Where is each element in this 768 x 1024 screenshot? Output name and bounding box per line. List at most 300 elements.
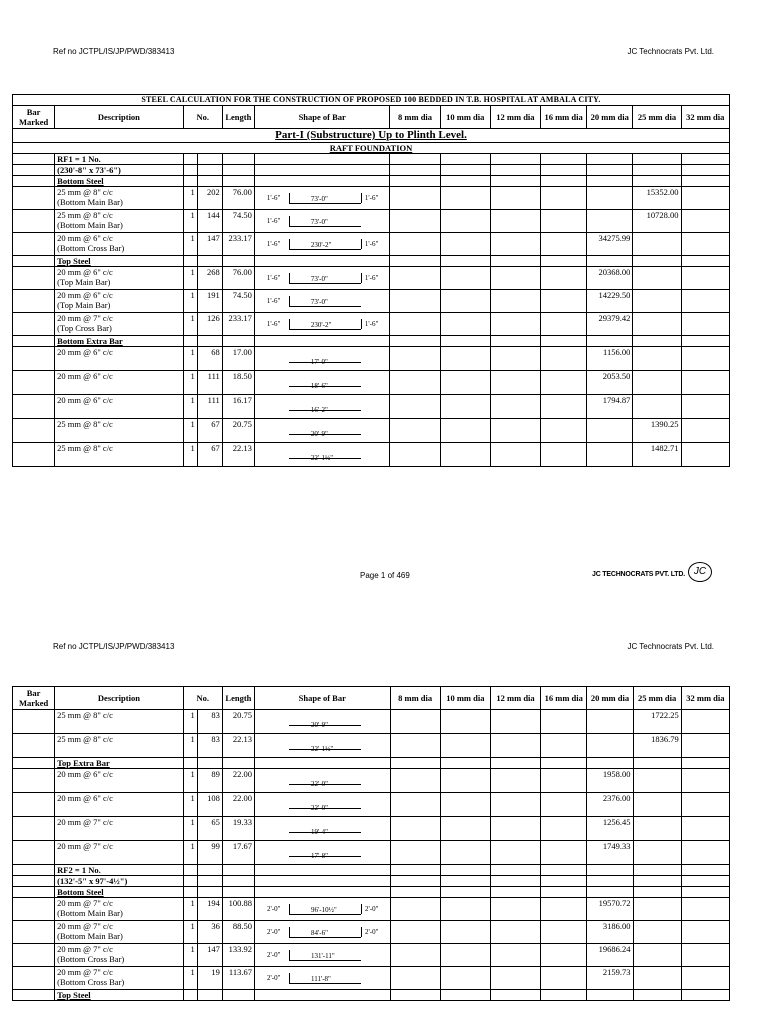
empty-cell bbox=[197, 165, 222, 176]
description-line-1: 20 mm @ 6" c/c bbox=[57, 233, 113, 243]
weight-20mm: 2376.00 bbox=[587, 793, 633, 817]
bar-marked-cell bbox=[13, 336, 55, 347]
description-cell bbox=[55, 967, 184, 990]
bar-marked-cell bbox=[13, 443, 55, 467]
bar-length: 233.17 bbox=[222, 313, 254, 336]
section-bottom-steel-2: Bottom Steel bbox=[55, 887, 184, 898]
weight-10mm bbox=[440, 793, 490, 817]
col-12mm-2: 12 mm dia bbox=[490, 687, 540, 710]
description-line-2: (Top Main Bar) bbox=[57, 277, 111, 287]
description-cell bbox=[55, 817, 184, 841]
bar-marked-cell bbox=[13, 990, 55, 1001]
empty-cell bbox=[681, 154, 729, 165]
empty-cell bbox=[541, 865, 587, 876]
bar-count: 147 bbox=[197, 944, 222, 967]
empty-cell bbox=[183, 865, 197, 876]
col-no-2: No. bbox=[183, 687, 222, 710]
weight-8mm bbox=[390, 793, 440, 817]
shape-length-label: 111'-8" bbox=[310, 975, 331, 983]
bar-marked-cell bbox=[13, 371, 55, 395]
weight-8mm bbox=[390, 267, 440, 290]
weight-16mm bbox=[541, 347, 587, 371]
section-top-extra: Top Extra Bar bbox=[55, 758, 184, 769]
empty-cell bbox=[183, 990, 197, 1001]
empty-cell bbox=[390, 176, 440, 187]
empty-cell bbox=[681, 176, 729, 187]
description-line-1: 20 mm @ 6" c/c bbox=[57, 395, 113, 405]
bar-count: 144 bbox=[197, 210, 222, 233]
weight-12mm bbox=[490, 419, 540, 443]
empty-cell bbox=[681, 165, 729, 176]
description-cell bbox=[55, 233, 184, 256]
weight-25mm bbox=[633, 817, 681, 841]
table-row bbox=[13, 944, 730, 967]
weight-16mm bbox=[541, 313, 587, 336]
shape-right-hook bbox=[361, 239, 362, 249]
empty-cell bbox=[490, 758, 540, 769]
weight-32mm bbox=[681, 898, 729, 921]
empty-cell bbox=[681, 876, 729, 887]
group-title: RF1 = 1 No. bbox=[55, 154, 184, 165]
weight-16mm bbox=[541, 944, 587, 967]
page-header bbox=[0, 47, 768, 61]
sheet-title: STEEL CALCULATION FOR THE CONSTRUCTION OF PROPOSED 100 BEDDED IN T.B. HOSPITAL AT AMBALA CITY. bbox=[13, 95, 730, 106]
weight-16mm bbox=[541, 898, 587, 921]
empty-cell bbox=[440, 336, 490, 347]
weight-25mm: 15352.00 bbox=[633, 187, 681, 210]
bar-shape-cell bbox=[254, 793, 390, 817]
bar-count: 111 bbox=[197, 395, 222, 419]
description-line-1: 25 mm @ 8" c/c bbox=[57, 210, 113, 220]
weight-8mm bbox=[390, 443, 440, 467]
weight-12mm bbox=[490, 267, 540, 290]
description-line-1: 20 mm @ 6" c/c bbox=[57, 769, 113, 779]
weight-8mm bbox=[390, 944, 440, 967]
bar-count: 89 bbox=[197, 769, 222, 793]
bar-shape-cell bbox=[254, 443, 390, 467]
empty-cell bbox=[587, 176, 633, 187]
empty-cell bbox=[440, 154, 490, 165]
empty-cell bbox=[254, 336, 390, 347]
weight-8mm bbox=[390, 233, 440, 256]
bar-count: 126 bbox=[197, 313, 222, 336]
member-count: 1 bbox=[183, 347, 197, 371]
empty-cell bbox=[183, 758, 197, 769]
member-count: 1 bbox=[183, 967, 197, 990]
table-row bbox=[13, 710, 730, 734]
weight-25mm: 1482.71 bbox=[633, 443, 681, 467]
empty-cell bbox=[681, 758, 729, 769]
member-count: 1 bbox=[183, 419, 197, 443]
weight-32mm bbox=[681, 710, 729, 734]
member-count: 1 bbox=[183, 793, 197, 817]
weight-25mm bbox=[633, 967, 681, 990]
weight-10mm bbox=[440, 921, 490, 944]
empty-cell bbox=[440, 990, 490, 1001]
page-1-rows bbox=[13, 154, 730, 467]
bar-marked-cell bbox=[13, 898, 55, 921]
weight-16mm bbox=[541, 443, 587, 467]
weight-12mm bbox=[490, 734, 540, 758]
weight-20mm bbox=[587, 734, 633, 758]
bar-length: 74.50 bbox=[222, 290, 254, 313]
empty-cell bbox=[440, 256, 490, 267]
description-line-2: (Bottom Cross Bar) bbox=[57, 977, 125, 987]
weight-32mm bbox=[681, 769, 729, 793]
empty-cell bbox=[490, 876, 540, 887]
shape-length-label: 230'-2" bbox=[310, 321, 332, 329]
col-25mm: 25 mm dia bbox=[633, 106, 681, 129]
col-description: Description bbox=[55, 106, 184, 129]
member-count: 1 bbox=[183, 944, 197, 967]
shape-left-hook-label: 2'-0" bbox=[266, 905, 281, 913]
empty-cell bbox=[633, 176, 681, 187]
col-8mm: 8 mm dia bbox=[390, 106, 440, 129]
description-line-1: 20 mm @ 7" c/c bbox=[57, 967, 113, 977]
bar-marked-cell bbox=[13, 256, 55, 267]
description-line-1: 20 mm @ 6" c/c bbox=[57, 290, 113, 300]
empty-cell bbox=[681, 256, 729, 267]
empty-cell bbox=[541, 154, 587, 165]
part-heading: Part-I (Substructure) Up to Plinth Level. bbox=[13, 129, 730, 143]
weight-10mm bbox=[440, 419, 490, 443]
weight-16mm bbox=[541, 793, 587, 817]
empty-cell bbox=[390, 336, 440, 347]
empty-cell bbox=[222, 154, 254, 165]
weight-32mm bbox=[681, 313, 729, 336]
company-logo-icon: JC bbox=[688, 562, 712, 582]
shape-length-label: 96'-10½" bbox=[310, 906, 337, 914]
bar-count: 147 bbox=[197, 233, 222, 256]
weight-20mm: 19570.72 bbox=[587, 898, 633, 921]
empty-cell bbox=[254, 256, 390, 267]
reference-number: Ref no JCTPL/IS/JP/PWD/383413 bbox=[53, 47, 175, 56]
weight-25mm bbox=[633, 290, 681, 313]
section-bottom-extra-row bbox=[13, 336, 730, 347]
bar-shape-cell bbox=[254, 313, 390, 336]
empty-cell bbox=[587, 887, 633, 898]
empty-cell bbox=[633, 990, 681, 1001]
description-line-1: 25 mm @ 8" c/c bbox=[57, 710, 113, 720]
empty-cell bbox=[633, 256, 681, 267]
weight-32mm bbox=[681, 267, 729, 290]
col-shape-2: Shape of Bar bbox=[254, 687, 390, 710]
bar-marked-cell bbox=[13, 395, 55, 419]
bar-marked-cell bbox=[13, 944, 55, 967]
empty-cell bbox=[222, 990, 254, 1001]
weight-16mm bbox=[541, 921, 587, 944]
empty-cell bbox=[222, 758, 254, 769]
weight-10mm bbox=[440, 371, 490, 395]
weight-20mm bbox=[587, 419, 633, 443]
weight-12mm bbox=[490, 793, 540, 817]
shape-right-hook-label: 1'-6" bbox=[364, 274, 379, 282]
empty-cell bbox=[183, 336, 197, 347]
weight-32mm bbox=[681, 290, 729, 313]
weight-16mm bbox=[541, 395, 587, 419]
weight-20mm: 3186.00 bbox=[587, 921, 633, 944]
member-count: 1 bbox=[183, 187, 197, 210]
bar-marked-cell bbox=[13, 290, 55, 313]
bar-shape-cell bbox=[254, 347, 390, 371]
weight-10mm bbox=[440, 967, 490, 990]
empty-cell bbox=[197, 176, 222, 187]
bar-marked-cell bbox=[13, 165, 55, 176]
weight-32mm bbox=[681, 233, 729, 256]
description-line-2: (Bottom Main Bar) bbox=[57, 908, 123, 918]
weight-32mm bbox=[681, 210, 729, 233]
shape-left-hook-label: 1'-6" bbox=[266, 297, 281, 305]
bar-count: 83 bbox=[197, 734, 222, 758]
empty-cell bbox=[490, 154, 540, 165]
empty-cell bbox=[390, 758, 440, 769]
bar-count: 36 bbox=[197, 921, 222, 944]
empty-cell bbox=[490, 990, 540, 1001]
weight-8mm bbox=[390, 817, 440, 841]
weight-25mm bbox=[633, 921, 681, 944]
weight-10mm bbox=[440, 710, 490, 734]
table-row bbox=[13, 233, 730, 256]
weight-20mm: 2159.73 bbox=[587, 967, 633, 990]
column-header-row bbox=[13, 106, 730, 129]
member-count: 1 bbox=[183, 443, 197, 467]
title-row bbox=[13, 95, 730, 106]
weight-10mm bbox=[440, 817, 490, 841]
bar-count: 99 bbox=[197, 841, 222, 865]
member-count: 1 bbox=[183, 267, 197, 290]
weight-32mm bbox=[681, 967, 729, 990]
description-cell bbox=[55, 187, 184, 210]
empty-cell bbox=[197, 758, 222, 769]
empty-cell bbox=[254, 887, 390, 898]
bar-marked-cell bbox=[13, 176, 55, 187]
shape-length-label: 73'-0" bbox=[310, 275, 328, 283]
col-32mm-2: 32 mm dia bbox=[681, 687, 729, 710]
table-row bbox=[13, 841, 730, 865]
weight-32mm bbox=[681, 371, 729, 395]
shape-left-hook-label: 1'-6" bbox=[266, 320, 281, 328]
empty-cell bbox=[390, 990, 440, 1001]
col-bar-marked-2: Bar Marked bbox=[13, 687, 55, 710]
bar-marked-cell bbox=[13, 233, 55, 256]
weight-16mm bbox=[541, 710, 587, 734]
description-line-1: 20 mm @ 7" c/c bbox=[57, 817, 113, 827]
shape-right-hook-label: 1'-6" bbox=[364, 240, 379, 248]
weight-12mm bbox=[490, 395, 540, 419]
table-row bbox=[13, 347, 730, 371]
bar-length: 113.67 bbox=[222, 967, 254, 990]
bar-count: 191 bbox=[197, 290, 222, 313]
weight-32mm bbox=[681, 187, 729, 210]
description-cell bbox=[55, 290, 184, 313]
description-cell bbox=[55, 267, 184, 290]
bar-marked-cell bbox=[13, 967, 55, 990]
weight-12mm bbox=[490, 944, 540, 967]
weight-12mm bbox=[490, 967, 540, 990]
member-count: 1 bbox=[183, 710, 197, 734]
bar-length: 19.33 bbox=[222, 817, 254, 841]
empty-cell bbox=[633, 887, 681, 898]
description-cell bbox=[55, 944, 184, 967]
weight-32mm bbox=[681, 793, 729, 817]
bar-length: 233.17 bbox=[222, 233, 254, 256]
empty-cell bbox=[490, 336, 540, 347]
description-line-1: 20 mm @ 7" c/c bbox=[57, 944, 113, 954]
shape-length-label: 20'-9" bbox=[310, 430, 328, 438]
bar-marked-cell bbox=[13, 313, 55, 336]
empty-cell bbox=[587, 990, 633, 1001]
bar-marked-cell bbox=[13, 187, 55, 210]
weight-16mm bbox=[541, 233, 587, 256]
bar-length: 17.00 bbox=[222, 347, 254, 371]
weight-20mm: 2053.50 bbox=[587, 371, 633, 395]
weight-20mm: 29379.42 bbox=[587, 313, 633, 336]
empty-cell bbox=[183, 876, 197, 887]
empty-cell bbox=[587, 336, 633, 347]
bar-shape-cell bbox=[254, 187, 390, 210]
weight-32mm bbox=[681, 841, 729, 865]
weight-25mm bbox=[633, 898, 681, 921]
shape-length-label: 73'-0" bbox=[310, 195, 328, 203]
table-row bbox=[13, 793, 730, 817]
shape-length-label: 22'-1½" bbox=[310, 745, 334, 753]
bar-shape-cell bbox=[254, 267, 390, 290]
empty-cell bbox=[254, 154, 390, 165]
col-16mm: 16 mm dia bbox=[541, 106, 587, 129]
weight-20mm: 1156.00 bbox=[587, 347, 633, 371]
shape-length-label: 22'-0" bbox=[310, 804, 328, 812]
col-shape: Shape of Bar bbox=[254, 106, 390, 129]
weight-32mm bbox=[681, 921, 729, 944]
description-line-1: 25 mm @ 8" c/c bbox=[57, 419, 113, 429]
weight-8mm bbox=[390, 710, 440, 734]
shape-length-label: 17'-8" bbox=[310, 852, 328, 860]
weight-16mm bbox=[541, 734, 587, 758]
description-line-1: 20 mm @ 6" c/c bbox=[57, 347, 113, 357]
table-row bbox=[13, 210, 730, 233]
steel-calculation-table-2 bbox=[12, 686, 730, 1001]
weight-25mm: 10728.00 bbox=[633, 210, 681, 233]
weight-8mm bbox=[390, 371, 440, 395]
description-line-2: (Top Cross Bar) bbox=[57, 323, 112, 333]
bar-length: 20.75 bbox=[222, 710, 254, 734]
description-line-1: 20 mm @ 7" c/c bbox=[57, 921, 113, 931]
bar-shape-cell bbox=[254, 967, 390, 990]
empty-cell bbox=[440, 865, 490, 876]
group-title: RF2 = 1 No. bbox=[55, 865, 184, 876]
group-dimensions: (230'-8" x 73'-6") bbox=[55, 165, 184, 176]
bar-shape-cell bbox=[254, 710, 390, 734]
weight-10mm bbox=[440, 290, 490, 313]
description-line-1: 20 mm @ 7" c/c bbox=[57, 898, 113, 908]
group-title-row bbox=[13, 865, 730, 876]
weight-32mm bbox=[681, 817, 729, 841]
page-2 bbox=[0, 512, 768, 1024]
empty-cell bbox=[587, 154, 633, 165]
empty-cell bbox=[222, 165, 254, 176]
empty-cell bbox=[541, 256, 587, 267]
description-cell bbox=[55, 793, 184, 817]
empty-cell bbox=[587, 876, 633, 887]
weight-10mm bbox=[440, 210, 490, 233]
weight-12mm bbox=[490, 817, 540, 841]
bar-shape-cell bbox=[254, 371, 390, 395]
shape-length-label: 84'-6" bbox=[310, 929, 328, 937]
empty-cell bbox=[390, 165, 440, 176]
weight-12mm bbox=[490, 233, 540, 256]
description-line-1: 25 mm @ 8" c/c bbox=[57, 734, 113, 744]
empty-cell bbox=[633, 154, 681, 165]
description-cell bbox=[55, 898, 184, 921]
bar-count: 194 bbox=[197, 898, 222, 921]
bar-marked-cell bbox=[13, 710, 55, 734]
member-count: 1 bbox=[183, 313, 197, 336]
weight-10mm bbox=[440, 187, 490, 210]
section-top-extra-row bbox=[13, 758, 730, 769]
empty-cell bbox=[490, 165, 540, 176]
bar-count: 111 bbox=[197, 371, 222, 395]
weight-10mm bbox=[440, 347, 490, 371]
empty-cell bbox=[440, 876, 490, 887]
shape-length-label: 131'-11" bbox=[310, 952, 335, 960]
col-8mm-2: 8 mm dia bbox=[390, 687, 440, 710]
weight-12mm bbox=[490, 187, 540, 210]
table-row bbox=[13, 371, 730, 395]
table-row bbox=[13, 395, 730, 419]
weight-10mm bbox=[440, 313, 490, 336]
table-row bbox=[13, 817, 730, 841]
empty-cell bbox=[197, 154, 222, 165]
empty-cell bbox=[254, 865, 390, 876]
col-20mm: 20 mm dia bbox=[587, 106, 633, 129]
shape-right-hook-label: 2'-0" bbox=[364, 928, 379, 936]
weight-25mm bbox=[633, 841, 681, 865]
bar-marked-cell bbox=[13, 734, 55, 758]
bar-marked-cell bbox=[13, 419, 55, 443]
weight-16mm bbox=[541, 290, 587, 313]
weight-25mm bbox=[633, 371, 681, 395]
weight-10mm bbox=[440, 734, 490, 758]
weight-8mm bbox=[390, 769, 440, 793]
weight-25mm bbox=[633, 395, 681, 419]
empty-cell bbox=[541, 990, 587, 1001]
weight-12mm bbox=[490, 921, 540, 944]
empty-cell bbox=[587, 165, 633, 176]
weight-16mm bbox=[541, 187, 587, 210]
weight-16mm bbox=[541, 210, 587, 233]
bar-length: 22.00 bbox=[222, 793, 254, 817]
description-cell bbox=[55, 443, 184, 467]
weight-32mm bbox=[681, 734, 729, 758]
empty-cell bbox=[681, 887, 729, 898]
weight-25mm: 1390.25 bbox=[633, 419, 681, 443]
member-count: 1 bbox=[183, 210, 197, 233]
shape-right-hook-label: 1'-6" bbox=[364, 194, 379, 202]
shape-length-label: 18'-6" bbox=[310, 382, 328, 390]
weight-10mm bbox=[440, 443, 490, 467]
description-line-1: 20 mm @ 7" c/c bbox=[57, 313, 113, 323]
weight-12mm bbox=[490, 841, 540, 865]
company-logo-text: JC TECHNOCRATS PVT. LTD. bbox=[592, 571, 685, 578]
bar-shape-cell bbox=[254, 944, 390, 967]
bar-marked-cell bbox=[13, 921, 55, 944]
weight-12mm bbox=[490, 443, 540, 467]
empty-cell bbox=[541, 876, 587, 887]
table-row bbox=[13, 921, 730, 944]
bar-count: 65 bbox=[197, 817, 222, 841]
empty-cell bbox=[197, 990, 222, 1001]
weight-32mm bbox=[681, 395, 729, 419]
